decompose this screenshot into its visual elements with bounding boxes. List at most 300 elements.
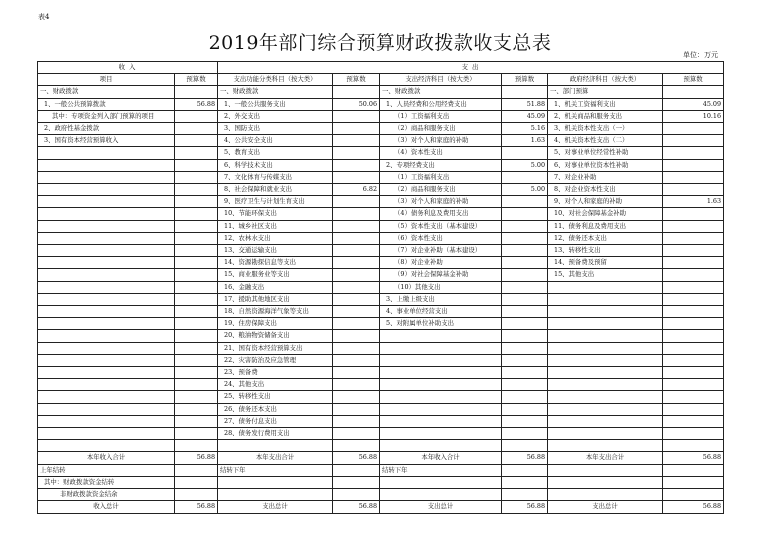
empty-cell xyxy=(502,489,548,501)
income-item-cell xyxy=(38,367,175,379)
empty-cell xyxy=(502,464,548,476)
income-budget-cell xyxy=(175,306,218,318)
function-budget-cell xyxy=(333,379,380,391)
economic-budget-cell xyxy=(502,220,548,232)
income-budget-cell xyxy=(175,403,218,415)
econ-income-value: 56.88 xyxy=(502,452,548,464)
government-budget-cell xyxy=(663,86,724,98)
function-budget-cell xyxy=(333,257,380,269)
budget-column-header: 预算数 xyxy=(175,74,218,86)
government-item-cell: 13、转移性支出 xyxy=(548,245,663,257)
empty-cell xyxy=(333,476,380,488)
empty-cell xyxy=(175,489,218,501)
income-budget-cell xyxy=(175,354,218,366)
government-budget-cell xyxy=(663,342,724,354)
function-item-cell: 1、一般公共服务支出 xyxy=(218,98,333,110)
function-item-cell: 28、债务发行费用支出 xyxy=(218,428,333,440)
budget-column-header: 预算数 xyxy=(663,74,724,86)
function-item-cell: 5、教育支出 xyxy=(218,147,333,159)
government-budget-cell xyxy=(663,245,724,257)
empty-cell xyxy=(548,464,663,476)
table-row xyxy=(38,415,724,427)
table-row xyxy=(38,171,724,183)
summary-row-carry xyxy=(38,464,724,476)
function-budget-cell xyxy=(333,354,380,366)
income-budget-cell xyxy=(175,245,218,257)
government-item-cell xyxy=(548,415,663,427)
function-item-cell: 11、城乡社区支出 xyxy=(218,220,333,232)
income-budget-cell xyxy=(175,428,218,440)
table-row xyxy=(38,86,724,98)
income-budget-cell xyxy=(175,440,218,452)
table-row xyxy=(38,147,724,159)
income-item-cell xyxy=(38,391,175,403)
government-budget-cell xyxy=(663,440,724,452)
government-budget-cell xyxy=(663,184,724,196)
economic-budget-cell xyxy=(502,281,548,293)
table-row xyxy=(38,342,724,354)
income-item-cell: 其中：专项资金列入部门预算的项目 xyxy=(38,110,175,122)
government-budget-cell xyxy=(663,257,724,269)
economic-item-cell xyxy=(380,354,502,366)
economic-budget-cell xyxy=(502,257,548,269)
income-budget-cell xyxy=(175,208,218,220)
government-budget-cell xyxy=(663,306,724,318)
economic-column-header: 支出经济科目（按大类） xyxy=(380,74,502,86)
economic-item-cell: （8）对企业补助 xyxy=(380,257,502,269)
table-number-label: 表4 xyxy=(38,13,50,21)
table-row xyxy=(38,269,724,281)
income-budget-cell xyxy=(175,281,218,293)
economic-budget-cell xyxy=(502,269,548,281)
empty-cell xyxy=(663,489,724,501)
income-item-cell xyxy=(38,208,175,220)
grand-expense-value: 56.88 xyxy=(502,501,548,513)
carry-out-label: 结转下年 xyxy=(218,464,333,476)
carry-in-label: 上年结转 xyxy=(38,464,175,476)
government-budget-cell xyxy=(663,367,724,379)
government-budget-cell: 45.09 xyxy=(663,98,724,110)
table-row xyxy=(38,135,724,147)
income-budget-cell xyxy=(175,184,218,196)
income-header: 收 入 xyxy=(38,62,218,74)
grand-income-value: 56.88 xyxy=(175,501,218,513)
empty-cell xyxy=(175,464,218,476)
empty-cell xyxy=(380,476,502,488)
function-budget-cell xyxy=(333,342,380,354)
function-budget-cell xyxy=(333,281,380,293)
table-row xyxy=(38,220,724,232)
grand-expense-label: 支出总计 xyxy=(548,501,663,513)
function-item-cell: 12、农林水支出 xyxy=(218,232,333,244)
table-row xyxy=(38,257,724,269)
government-budget-cell xyxy=(663,403,724,415)
table-row xyxy=(38,293,724,305)
government-item-cell xyxy=(548,354,663,366)
budget-table xyxy=(37,61,724,514)
government-budget-cell: 1.63 xyxy=(663,196,724,208)
function-budget-cell xyxy=(333,269,380,281)
income-budget-cell xyxy=(175,147,218,159)
economic-budget-cell xyxy=(502,354,548,366)
function-budget-cell xyxy=(333,135,380,147)
income-item-cell: 1、一般公共预算拨款 xyxy=(38,98,175,110)
income-item-cell xyxy=(38,440,175,452)
function-item-cell: 13、交通运输支出 xyxy=(218,245,333,257)
function-budget-cell xyxy=(333,220,380,232)
table-row xyxy=(38,306,724,318)
economic-budget-cell: 5.00 xyxy=(502,159,548,171)
table-row xyxy=(38,232,724,244)
economic-budget-cell xyxy=(502,403,548,415)
economic-item-cell: 5、对附属单位补助支出 xyxy=(380,318,502,330)
economic-item-cell xyxy=(380,367,502,379)
function-item-cell: 18、自然资源海洋气象等支出 xyxy=(218,306,333,318)
econ-income-label: 本年收入合计 xyxy=(380,452,502,464)
economic-item-cell: （4）资本性支出 xyxy=(380,147,502,159)
expense-total-value: 56.88 xyxy=(333,452,380,464)
table-row xyxy=(38,159,724,171)
government-item-cell: 11、债务利息及费用支出 xyxy=(548,220,663,232)
income-item-cell xyxy=(38,232,175,244)
income-item-cell xyxy=(38,379,175,391)
table-row xyxy=(38,354,724,366)
government-item-cell xyxy=(548,440,663,452)
government-budget-cell xyxy=(663,269,724,281)
economic-budget-cell xyxy=(502,293,548,305)
empty-cell xyxy=(548,476,663,488)
government-item-cell xyxy=(548,318,663,330)
income-budget-cell xyxy=(175,232,218,244)
function-budget-cell xyxy=(333,391,380,403)
income-item-cell xyxy=(38,220,175,232)
table-row xyxy=(38,110,724,122)
function-item-cell: 24、其他支出 xyxy=(218,379,333,391)
income-item-cell xyxy=(38,318,175,330)
income-item-cell xyxy=(38,196,175,208)
economic-item-cell xyxy=(380,403,502,415)
nonfiscal-carry-label: 非财政拨款资金结余 xyxy=(38,489,175,501)
income-budget-cell xyxy=(175,379,218,391)
empty-cell xyxy=(380,489,502,501)
empty-cell xyxy=(502,476,548,488)
economic-budget-cell xyxy=(502,208,548,220)
income-item-cell: 2、政府性基金拨款 xyxy=(38,123,175,135)
government-column-header: 政府经济科目（按大类） xyxy=(548,74,663,86)
economic-item-cell: （1）工资福利支出 xyxy=(380,110,502,122)
function-budget-cell xyxy=(333,159,380,171)
expense-header: 支 出 xyxy=(218,62,724,74)
government-item-cell: 12、债务还本支出 xyxy=(548,232,663,244)
economic-item-cell: （10）其他支出 xyxy=(380,281,502,293)
function-budget-cell xyxy=(333,318,380,330)
income-item-cell xyxy=(38,428,175,440)
function-item-cell: 6、科学技术支出 xyxy=(218,159,333,171)
income-item-cell: 3、国有资本经营预算收入 xyxy=(38,135,175,147)
function-budget-cell xyxy=(333,208,380,220)
function-budget-cell xyxy=(333,86,380,98)
function-item-cell: 15、商业服务业等支出 xyxy=(218,269,333,281)
function-budget-cell: 50.06 xyxy=(333,98,380,110)
economic-budget-cell: 5.00 xyxy=(502,184,548,196)
income-total-label: 本年收入合计 xyxy=(38,452,175,464)
government-item-cell xyxy=(548,379,663,391)
income-budget-cell xyxy=(175,257,218,269)
function-item-cell: 17、援助其他地区支出 xyxy=(218,293,333,305)
economic-item-cell xyxy=(380,428,502,440)
economic-item-cell: 2、专项经费支出 xyxy=(380,159,502,171)
government-item-cell xyxy=(548,293,663,305)
economic-item-cell: （2）商品和服务支出 xyxy=(380,184,502,196)
summary-row-grand-total xyxy=(38,501,724,513)
economic-budget-cell xyxy=(502,330,548,342)
table-row xyxy=(38,379,724,391)
grand-expense-label: 支出总计 xyxy=(380,501,502,513)
government-item-cell: 1、机关工资福利支出 xyxy=(548,98,663,110)
function-budget-cell xyxy=(333,415,380,427)
government-item-cell: 3、机关资本性支出（一） xyxy=(548,123,663,135)
gov-expense-label: 本年支出合计 xyxy=(548,452,663,464)
income-item-cell: 一、财政拨款 xyxy=(38,86,175,98)
function-budget-cell xyxy=(333,245,380,257)
function-budget-cell xyxy=(333,440,380,452)
page-title: 2019年部门综合预算财政拨款收支总表 xyxy=(208,32,552,54)
government-budget-cell xyxy=(663,220,724,232)
table-row xyxy=(38,428,724,440)
economic-item-cell: （3）对个人和家庭的补助 xyxy=(380,135,502,147)
government-budget-cell xyxy=(663,354,724,366)
function-budget-cell xyxy=(333,403,380,415)
table-row xyxy=(38,403,724,415)
empty-cell xyxy=(218,476,333,488)
table-row xyxy=(38,440,724,452)
government-item-cell: 4、机关资本性支出（二） xyxy=(548,135,663,147)
income-item-cell xyxy=(38,147,175,159)
income-budget-cell xyxy=(175,135,218,147)
function-item-cell: 22、灾害防治及应急管理 xyxy=(218,354,333,366)
government-budget-cell xyxy=(663,330,724,342)
government-item-cell xyxy=(548,403,663,415)
grand-expense-value: 56.88 xyxy=(333,501,380,513)
government-budget-cell xyxy=(663,147,724,159)
table-row xyxy=(38,281,724,293)
economic-budget-cell: 45.09 xyxy=(502,110,548,122)
government-item-cell: 14、预备费及预留 xyxy=(548,257,663,269)
economic-item-cell xyxy=(380,379,502,391)
economic-budget-cell xyxy=(502,440,548,452)
government-item-cell xyxy=(548,428,663,440)
function-item-cell: 9、医疗卫生与计划生育支出 xyxy=(218,196,333,208)
income-budget-cell xyxy=(175,110,218,122)
unit-label: 单位：万元 xyxy=(683,51,718,59)
government-budget-cell xyxy=(663,391,724,403)
table-row xyxy=(38,123,724,135)
income-budget-cell xyxy=(175,269,218,281)
function-budget-cell xyxy=(333,306,380,318)
economic-budget-cell xyxy=(502,245,548,257)
government-item-cell xyxy=(548,306,663,318)
economic-budget-cell xyxy=(502,196,548,208)
function-item-cell: 20、粮油物资储备支出 xyxy=(218,330,333,342)
function-budget-cell: 6.82 xyxy=(333,184,380,196)
function-item-cell: 7、文化体育与传媒支出 xyxy=(218,171,333,183)
income-budget-cell xyxy=(175,86,218,98)
function-item-cell: 一、财政拨款 xyxy=(218,86,333,98)
income-budget-cell xyxy=(175,293,218,305)
government-budget-cell xyxy=(663,379,724,391)
grand-income-label: 收入总计 xyxy=(38,501,175,513)
government-item-cell xyxy=(548,342,663,354)
function-budget-cell xyxy=(333,171,380,183)
income-budget-cell: 56.88 xyxy=(175,98,218,110)
economic-item-cell: （9）对社会保障基金补助 xyxy=(380,269,502,281)
table-row xyxy=(38,318,724,330)
empty-cell xyxy=(548,489,663,501)
fiscal-carry-label: 其中：财政拨款资金结转 xyxy=(38,476,175,488)
income-item-cell xyxy=(38,159,175,171)
income-budget-cell xyxy=(175,330,218,342)
government-budget-cell xyxy=(663,171,724,183)
function-item-cell: 19、住房保障支出 xyxy=(218,318,333,330)
government-item-cell: 2、机关商品和服务支出 xyxy=(548,110,663,122)
table-row xyxy=(38,367,724,379)
government-budget-cell xyxy=(663,123,724,135)
table-row xyxy=(38,330,724,342)
income-item-cell xyxy=(38,415,175,427)
income-item-cell xyxy=(38,354,175,366)
government-item-cell xyxy=(548,281,663,293)
header-row-top xyxy=(38,62,724,74)
economic-budget-cell xyxy=(502,318,548,330)
government-budget-cell xyxy=(663,232,724,244)
government-item-cell: 6、对事业单位资本性补助 xyxy=(548,159,663,171)
economic-item-cell xyxy=(380,391,502,403)
function-budget-cell xyxy=(333,293,380,305)
economic-item-cell: （6）资本性支出 xyxy=(380,232,502,244)
government-item-cell xyxy=(548,330,663,342)
economic-budget-cell: 5.16 xyxy=(502,123,548,135)
economic-item-cell: 3、上缴上级支出 xyxy=(380,293,502,305)
function-item-cell: 3、国防支出 xyxy=(218,123,333,135)
income-budget-cell xyxy=(175,220,218,232)
economic-item-cell: （1）工资福利支出 xyxy=(380,171,502,183)
economic-item-cell: （7）对企业补助（基本建设） xyxy=(380,245,502,257)
income-item-cell xyxy=(38,330,175,342)
government-budget-cell xyxy=(663,208,724,220)
economic-item-cell: 4、事业单位经营支出 xyxy=(380,306,502,318)
table-row xyxy=(38,196,724,208)
government-budget-cell: 10.16 xyxy=(663,110,724,122)
government-item-cell: 5、对事业单位经常性补助 xyxy=(548,147,663,159)
government-item-cell: 9、对个人和家庭的补助 xyxy=(548,196,663,208)
function-item-cell: 10、节能环保支出 xyxy=(218,208,333,220)
income-budget-cell xyxy=(175,159,218,171)
gov-expense-value: 56.88 xyxy=(663,452,724,464)
government-budget-cell xyxy=(663,415,724,427)
empty-cell xyxy=(663,464,724,476)
economic-item-cell: 一、财政拨款 xyxy=(380,86,502,98)
budget-column-header: 预算数 xyxy=(333,74,380,86)
grand-expense-value: 56.88 xyxy=(663,501,724,513)
grand-expense-label: 支出总计 xyxy=(218,501,333,513)
economic-item-cell: （2）商品和服务支出 xyxy=(380,123,502,135)
empty-cell xyxy=(218,489,333,501)
income-budget-cell xyxy=(175,123,218,135)
income-budget-cell xyxy=(175,367,218,379)
income-budget-cell xyxy=(175,391,218,403)
government-item-cell: 15、其他支出 xyxy=(548,269,663,281)
function-budget-cell xyxy=(333,110,380,122)
income-item-cell xyxy=(38,171,175,183)
economic-budget-cell xyxy=(502,428,548,440)
government-budget-cell xyxy=(663,281,724,293)
function-item-cell: 8、社会保障和就业支出 xyxy=(218,184,333,196)
summary-row-fiscal-carry xyxy=(38,476,724,488)
function-item-cell: 2、外交支出 xyxy=(218,110,333,122)
economic-budget-cell xyxy=(502,379,548,391)
government-item-cell: 10、对社会保障基金补助 xyxy=(548,208,663,220)
economic-item-cell: （4）债务利息及费用支出 xyxy=(380,208,502,220)
income-total-value: 56.88 xyxy=(175,452,218,464)
table-row xyxy=(38,184,724,196)
empty-cell xyxy=(333,464,380,476)
summary-row-totals xyxy=(38,452,724,464)
economic-budget-cell: 1.63 xyxy=(502,135,548,147)
function-item-cell xyxy=(218,440,333,452)
government-budget-cell xyxy=(663,159,724,171)
economic-item-cell: （3）对个人和家庭的补助 xyxy=(380,196,502,208)
economic-budget-cell xyxy=(502,391,548,403)
function-item-cell: 21、国有资本经营预算支出 xyxy=(218,342,333,354)
function-item-cell: 23、预备费 xyxy=(218,367,333,379)
header-row-columns xyxy=(38,74,724,86)
income-item-cell xyxy=(38,293,175,305)
function-budget-cell xyxy=(333,367,380,379)
income-item-cell xyxy=(38,306,175,318)
function-item-cell: 25、转移性支出 xyxy=(218,391,333,403)
government-budget-cell xyxy=(663,428,724,440)
economic-item-cell: 1、人员经费和公用经费支出 xyxy=(380,98,502,110)
economic-budget-cell xyxy=(502,232,548,244)
economic-budget-cell xyxy=(502,306,548,318)
function-item-cell: 26、债务还本支出 xyxy=(218,403,333,415)
function-item-cell: 16、金融支出 xyxy=(218,281,333,293)
government-item-cell: 一、部门预算 xyxy=(548,86,663,98)
government-item-cell xyxy=(548,367,663,379)
economic-item-cell xyxy=(380,440,502,452)
government-item-cell xyxy=(548,391,663,403)
economic-item-cell xyxy=(380,415,502,427)
economic-budget-cell xyxy=(502,147,548,159)
table-row xyxy=(38,98,724,110)
economic-budget-cell xyxy=(502,342,548,354)
empty-cell xyxy=(663,476,724,488)
government-budget-cell xyxy=(663,318,724,330)
income-budget-cell xyxy=(175,415,218,427)
economic-budget-cell xyxy=(502,415,548,427)
economic-budget-cell: 51.88 xyxy=(502,98,548,110)
government-budget-cell xyxy=(663,135,724,147)
income-budget-cell xyxy=(175,342,218,354)
economic-budget-cell xyxy=(502,171,548,183)
summary-row-nonfiscal xyxy=(38,489,724,501)
income-item-cell xyxy=(38,342,175,354)
function-budget-cell xyxy=(333,147,380,159)
carry-out-label: 结转下年 xyxy=(380,464,502,476)
function-budget-cell xyxy=(333,232,380,244)
government-budget-cell xyxy=(663,293,724,305)
income-budget-cell xyxy=(175,171,218,183)
